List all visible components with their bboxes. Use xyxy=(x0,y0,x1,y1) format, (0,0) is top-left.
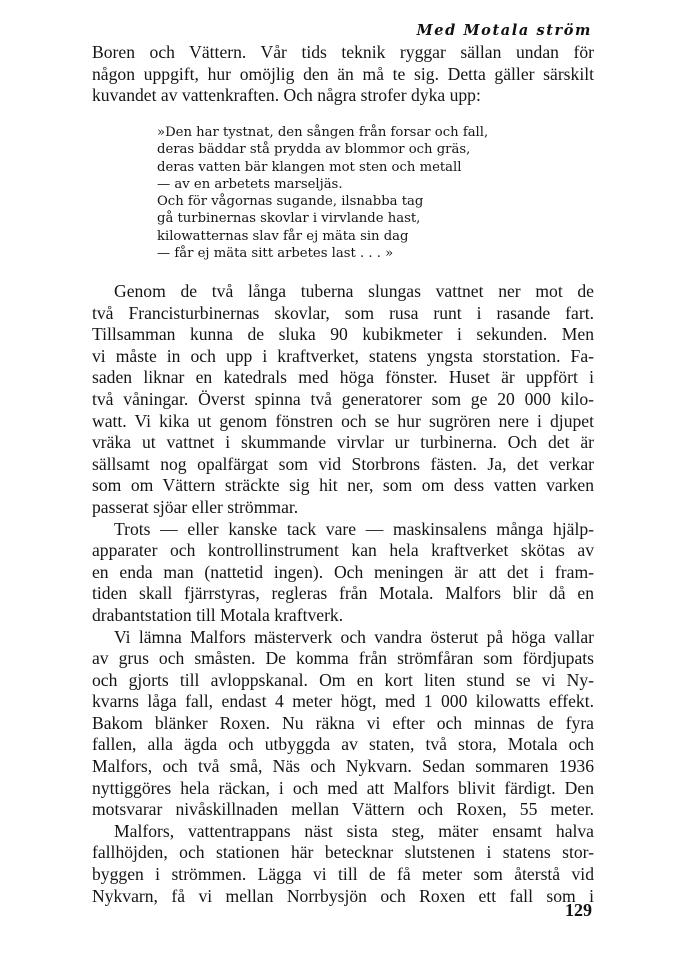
text-line: Boren och Vättern. Vår tids teknik ryggar sällan undan för xyxy=(92,42,594,62)
text-line: Bakom blänker Roxen. Nu räkna vi efter och minnas de fyra xyxy=(92,712,594,733)
text-line: vi måste in och upp i kraftverket, statens yngsta storstation. Fa- xyxy=(92,345,594,366)
poem-line: kilowatternas slav får ej mäta sin dag xyxy=(157,228,409,244)
text-line: en enda man (nattetid ingen). Och meningen är att det i fram- xyxy=(92,561,594,582)
text-line: kuvandet av vattenkraften. Och några strofer dyka upp: xyxy=(92,85,481,106)
text-line: tiden skall fjärrstyras, regleras från Motala. Malfors blir då en xyxy=(92,583,594,604)
poem-line: »Den har tystnat, den sången från forsar och fall, xyxy=(157,125,489,140)
poem-line: Och för vågornas sugande, ilsnabba tag xyxy=(157,194,424,210)
text-line: två våningar. Överst spinna två generatorer som ge 20 000 kilo- xyxy=(92,388,594,409)
text-line: Nykvarn, få vi mellan Norrbysjön och Roxen ett fall som i xyxy=(92,885,594,906)
text-line: sällsamt nog opalfärgat som vid Storbrons fästen. Ja, det verkar xyxy=(92,453,594,474)
text-line: av grus och småsten. De komma från strömfåran som fördjupats xyxy=(92,648,594,669)
opening-paragraph xyxy=(92,42,594,107)
text-line: saden liknar en katedrals med höga fönster. Huset är uppfört i xyxy=(92,367,594,388)
poem-line: deras bäddar stå prydda av blommor och gräs, xyxy=(157,142,471,158)
text-line: kvarns låga fall, endast 4 meter högt, med 1 000 kilowatts effekt. xyxy=(92,691,594,712)
poem-line: — av en arbetets marseljäs. xyxy=(157,176,343,192)
poem-line: deras vatten bär klangen mot sten och metall xyxy=(157,159,462,175)
text-line: Tillsamman kunna de sluka 90 kubikmeter i sekunden. Men xyxy=(92,324,594,345)
text-line: apparater och kontrollinstrument kan hela kraftverket skötas av xyxy=(92,540,594,561)
text-line: motsvarar nivåskillnaden mellan Vättern och Roxen, 55 meter. xyxy=(92,799,594,820)
text-line: vräka ut vattnet i skummande virvlar ur turbinerna. Och det är xyxy=(92,432,594,453)
text-line: passerat sjöar eller strömmar. xyxy=(92,496,299,517)
poem-quotation xyxy=(157,124,557,262)
text-line: Malfors, och två små, Näs och Nykvarn. Sedan sommaren 1936 xyxy=(92,756,594,777)
text-line: Genom de två långa tuberna slungas vattnet ner mot de xyxy=(114,281,594,301)
running-head: Med Motala ström xyxy=(416,22,592,39)
paragraph-1 xyxy=(92,281,594,907)
text-line: fallen, alla ägda och utbyggda av staten, två stora, Motala och xyxy=(92,734,594,755)
text-line: nyttiggöres hela räckan, i och med att Malfors blivit färdigt. Den xyxy=(92,777,594,798)
text-line: fallhöjden, och stationen här betecknar slutstenen i statens stor- xyxy=(92,842,594,863)
text-line: som om Vättern sträckte sig hit ner, som om dess vatten varken xyxy=(92,475,594,496)
text-line: watt. Vi kika ut genom fönstren och se hur sugrören nere i djupet xyxy=(92,410,594,431)
text-line: och gjorts till avloppskanal. Om en kort liten stund se vi Ny- xyxy=(92,669,594,690)
text-line: byggen i strömmen. Lägga vi till de få meter som återstå vid xyxy=(92,864,594,885)
text-line: Malfors, vattentrappans näst sista steg, mäter ensamt halva xyxy=(114,820,594,841)
page-number: 129 xyxy=(565,900,592,920)
text-line: två Francisturbinernas skovlar, som rusa runt i rasande fart. xyxy=(92,302,594,323)
text-line: Trots — eller kanske tack vare — maskinsalens många hjälp- xyxy=(114,518,594,539)
poem-line: — får ej mäta sitt arbetes last . . . » xyxy=(157,246,394,262)
text-line: någon uppgift, hur omöjlig den än må te sig. Detta gäller särskilt xyxy=(92,63,594,84)
text-line: drabantstation till Motala kraftverk. xyxy=(92,604,344,625)
poem-line: gå turbinernas skovlar i virvlande hast, xyxy=(157,211,421,227)
text-line: Vi lämna Malfors mästerverk och vandra österut på höga vallar xyxy=(114,626,594,647)
